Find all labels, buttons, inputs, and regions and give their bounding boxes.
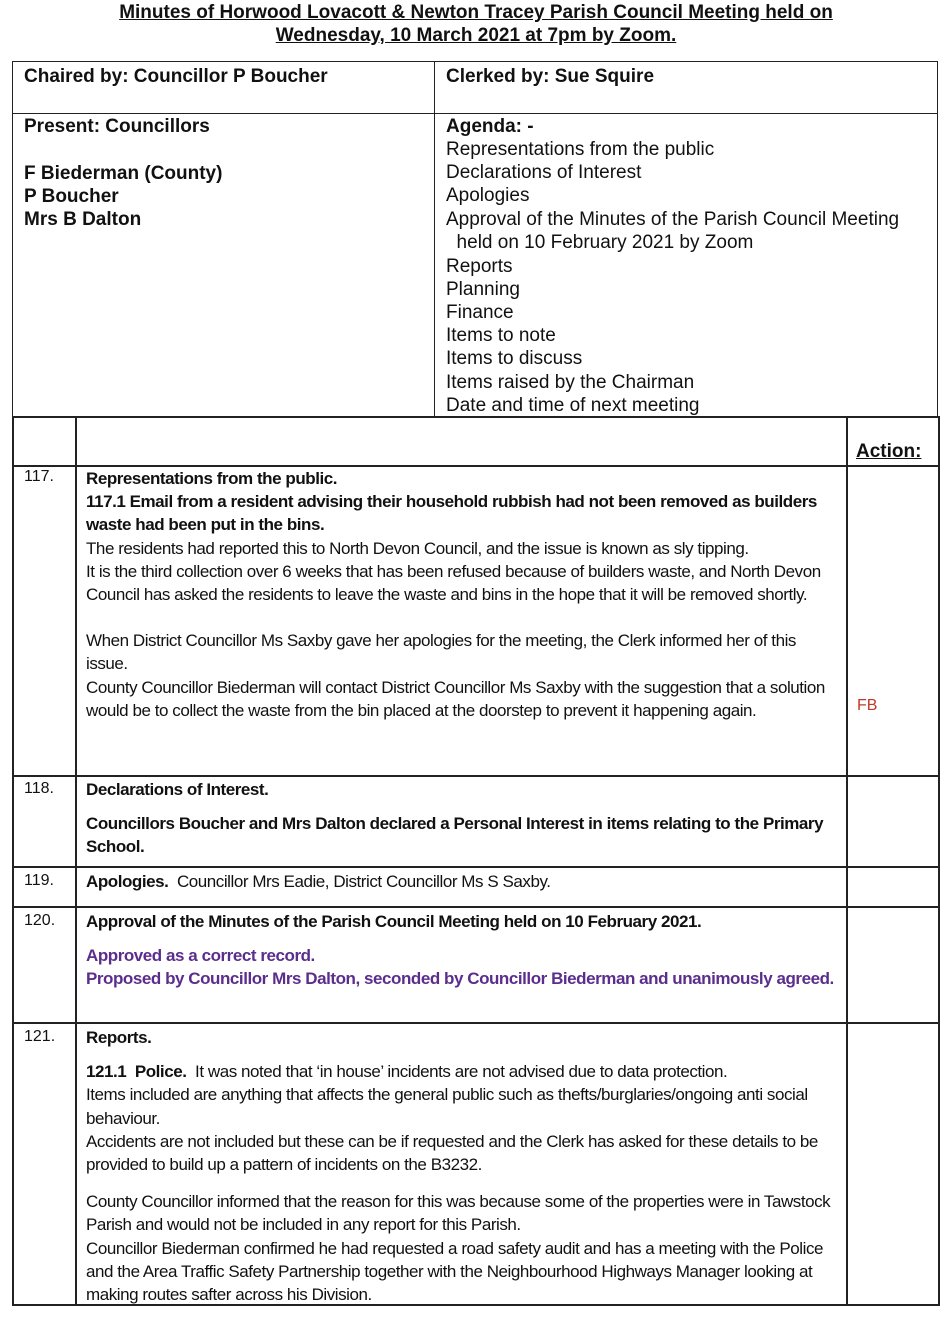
- item-paragraph: Councillor Mrs Eadie, District Councillor Ms S Saxby.: [168, 872, 551, 891]
- item-subheading: 117.1 Email from a resident advising their household rubbish had not been removed as builders waste had been put in the bins.: [86, 492, 817, 535]
- item-heading: Approval of the Minutes of the Parish Council Meeting held on 10 February 2021.: [86, 912, 702, 931]
- clerked-by: Clerked by: Sue Squire: [446, 66, 655, 87]
- item-121-content: [86, 1026, 838, 1306]
- agenda-item: Items to note: [446, 325, 556, 346]
- item-paragraph: It was noted that ‘in house’ incidents are not advised due to data protection.: [186, 1062, 728, 1082]
- present-member: P Boucher: [24, 186, 119, 207]
- item-paragraph: The residents had reported this to North Devon Council, and the issue is known as sly tipping.: [86, 538, 749, 558]
- agenda-label: Agenda: -: [446, 116, 534, 137]
- item-paragraph: When District Councillor Ms Saxby gave her apologies for the meeting, the Clerk informed her of this issue.: [86, 631, 796, 674]
- item-number: 119.: [24, 872, 54, 889]
- item-paragraph: Items included are anything that affects the general public such as thefts/burglaries/ongoing anti social behaviour.: [86, 1085, 808, 1128]
- present-member: Mrs B Dalton: [24, 209, 142, 230]
- agenda-item: Items raised by the Chairman: [446, 372, 695, 393]
- item-paragraph: County Councillor Biederman will contact District Councillor Ms Saxby with the suggestion that a solution would be to collect the waste from the bin placed at the doorstep to prevent it happening again.: [86, 677, 825, 720]
- agenda-item: Representations from the public: [446, 139, 715, 160]
- item-paragraph: It is the third collection over 6 weeks that has been refused because of builders waste, and North Devon Council has asked the residents to leave the waste and bins in the hope that it will be removed shortly.: [86, 561, 821, 605]
- document-title-line2: Wednesday, 10 March 2021 at 7pm by Zoom.: [275, 25, 677, 46]
- item-heading: Reports.: [86, 1028, 152, 1047]
- item-heading: Representations from the public.: [86, 469, 338, 488]
- agenda-item: Declarations of Interest: [446, 162, 642, 183]
- item-number: 121.: [24, 1028, 56, 1045]
- present-member: F Biederman (County): [24, 163, 223, 184]
- item-paragraph: Councillor Biederman confirmed he had requested a road safety audit and has a meeting with the Police and the Area Traffic Safety Partnership together with the Neighbourhood Highways Manager looking at making routes safter across his Division.: [86, 1238, 824, 1305]
- agenda-item: held on 10 February 2021 by Zoom: [446, 232, 754, 253]
- item-paragraph: County Councillor informed that the reason for this was because some of the properties were in Tawstock Parish and would not be included in any report for this Parish.: [86, 1192, 831, 1235]
- proposal-note: Proposed by Councillor Mrs Dalton, seconded by Councillor Biederman and unanimously agreed.: [86, 969, 834, 989]
- document-title-line1: Minutes of Horwood Lovacott & Newton Tracey Parish Council Meeting held on: [119, 2, 833, 23]
- approval-note: Approved as a correct record.: [86, 946, 315, 966]
- item-heading: Apologies.: [86, 872, 169, 891]
- item-heading: Declarations of Interest.: [86, 780, 269, 799]
- action-column-heading: Action:: [856, 441, 922, 462]
- item-paragraph: Councillors Boucher and Mrs Dalton declared a Personal Interest in items relating to the Primary School.: [86, 814, 824, 857]
- item-paragraph: Accidents are not included but these can be if requested and the Clerk has asked for these details to be provided to build up a pattern of incidents on the B3232.: [86, 1131, 818, 1175]
- agenda-item: Reports: [446, 256, 513, 277]
- item-number: 118.: [24, 780, 54, 797]
- action-initials: FB: [857, 697, 878, 714]
- agenda-item: Planning: [446, 279, 520, 300]
- agenda-item: Approval of the Minutes of the Parish Council Meeting: [446, 209, 900, 230]
- agenda-item: Apologies: [446, 185, 530, 206]
- header-column-divider: [434, 61, 435, 417]
- item-118-content: [86, 778, 838, 859]
- item-117-content: [86, 467, 838, 722]
- agenda-item: Items to discuss: [446, 348, 583, 369]
- item-120-content: [86, 910, 838, 991]
- item-number: 117.: [24, 468, 54, 485]
- item-119-content: [86, 870, 838, 893]
- present-label: Present: Councillors: [24, 116, 210, 137]
- item-number: 120.: [24, 912, 56, 929]
- agenda-item: Date and time of next meeting: [446, 395, 700, 416]
- chaired-by: Chaired by: Councillor P Boucher: [24, 66, 328, 87]
- agenda-item: Finance: [446, 302, 514, 323]
- item-subheading: 121.1 Police.: [86, 1062, 187, 1082]
